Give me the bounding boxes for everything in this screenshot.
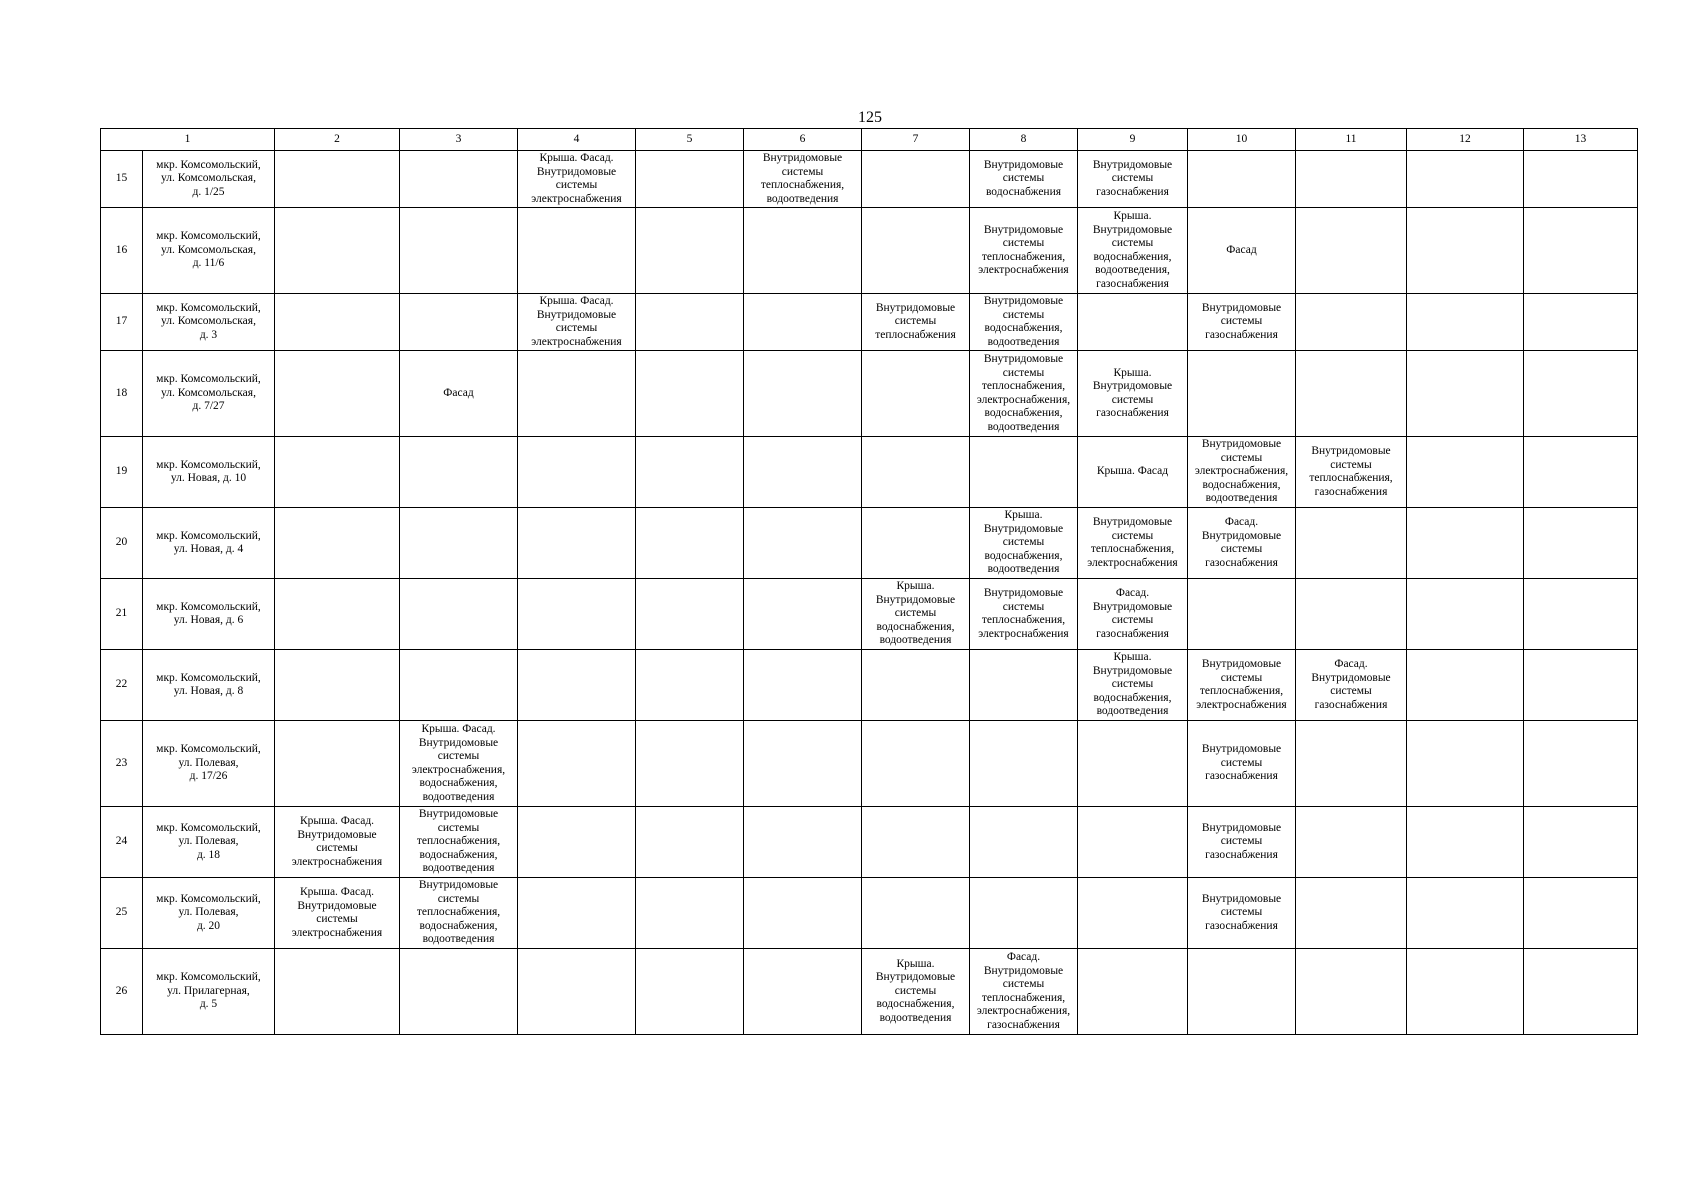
work-cell bbox=[744, 878, 862, 949]
row-number: 24 bbox=[101, 807, 143, 878]
work-cell bbox=[1296, 208, 1407, 294]
work-cell bbox=[1524, 351, 1638, 437]
work-cell bbox=[1524, 508, 1638, 579]
work-cell bbox=[862, 650, 970, 721]
work-cell bbox=[1078, 949, 1188, 1035]
table-row bbox=[101, 508, 1638, 579]
column-header: 2 bbox=[275, 129, 400, 151]
work-cell bbox=[1524, 579, 1638, 650]
work-cell bbox=[636, 721, 744, 807]
work-cell bbox=[1407, 949, 1524, 1035]
table-row bbox=[101, 151, 1638, 208]
work-cell bbox=[275, 721, 400, 807]
work-cell: Крыша. Внутридомовые системы водоснабжения, водоотведения bbox=[1078, 650, 1188, 721]
work-cell bbox=[1188, 579, 1296, 650]
work-cell: Внутридомовые системы водоснабжения bbox=[970, 151, 1078, 208]
work-cell bbox=[518, 437, 636, 508]
work-cell: Крыша. Внутридомовые системы водоснабжения, водоотведения bbox=[862, 579, 970, 650]
work-cell bbox=[1078, 294, 1188, 351]
address-cell: мкр. Комсомольский, ул. Комсомольская, д. 1/25 bbox=[143, 151, 275, 208]
work-cell bbox=[744, 437, 862, 508]
address-cell: мкр. Комсомольский, ул. Новая, д. 10 bbox=[143, 437, 275, 508]
column-number-row bbox=[101, 129, 1638, 151]
work-cell bbox=[1078, 721, 1188, 807]
work-cell bbox=[862, 721, 970, 807]
table-row bbox=[101, 351, 1638, 437]
work-cell bbox=[275, 151, 400, 208]
work-cell: Внутридомовые системы теплоснабжения, электроснабжения bbox=[970, 208, 1078, 294]
work-cell bbox=[636, 949, 744, 1035]
work-cell bbox=[518, 721, 636, 807]
work-cell bbox=[1078, 807, 1188, 878]
table-row bbox=[101, 579, 1638, 650]
column-header: 1 bbox=[101, 129, 275, 151]
work-cell bbox=[862, 807, 970, 878]
address-cell: мкр. Комсомольский, ул. Комсомольская, д. 7/27 bbox=[143, 351, 275, 437]
table-row bbox=[101, 650, 1638, 721]
row-number: 19 bbox=[101, 437, 143, 508]
work-cell: Внутридомовые системы электроснабжения, водоснабжения, водоотведения bbox=[1188, 437, 1296, 508]
work-cell bbox=[1524, 721, 1638, 807]
work-cell: Крыша. Фасад. Внутридомовые системы электроснабжения bbox=[518, 151, 636, 208]
work-cell bbox=[275, 294, 400, 351]
work-cell bbox=[970, 437, 1078, 508]
work-cell bbox=[1524, 151, 1638, 208]
work-cell bbox=[970, 807, 1078, 878]
work-cell: Крыша. Внутридомовые системы водоснабжения, водоотведения bbox=[862, 949, 970, 1035]
work-cell: Внутридомовые системы теплоснабжения, водоснабжения, водоотведения bbox=[400, 878, 518, 949]
column-header: 5 bbox=[636, 129, 744, 151]
table-row bbox=[101, 721, 1638, 807]
work-cell bbox=[1407, 878, 1524, 949]
row-number: 21 bbox=[101, 579, 143, 650]
work-cell bbox=[862, 878, 970, 949]
work-cell: Внутридомовые системы водоснабжения, водоотведения bbox=[970, 294, 1078, 351]
row-number: 23 bbox=[101, 721, 143, 807]
column-header: 10 bbox=[1188, 129, 1296, 151]
table-row bbox=[101, 294, 1638, 351]
work-cell: Внутридомовые системы газоснабжения bbox=[1188, 807, 1296, 878]
address-cell: мкр. Комсомольский, ул. Прилагерная, д. 5 bbox=[143, 949, 275, 1035]
work-cell bbox=[275, 208, 400, 294]
repair-schedule-table bbox=[100, 128, 1638, 1035]
work-cell: Крыша. Внутридомовые системы водоснабжения, водоотведения, газоснабжения bbox=[1078, 208, 1188, 294]
work-cell bbox=[1188, 949, 1296, 1035]
column-header: 4 bbox=[518, 129, 636, 151]
page-number: 125 bbox=[858, 109, 882, 126]
table-row bbox=[101, 437, 1638, 508]
work-cell bbox=[518, 807, 636, 878]
table-row bbox=[101, 208, 1638, 294]
work-cell bbox=[970, 878, 1078, 949]
work-cell bbox=[518, 579, 636, 650]
address-cell: мкр. Комсомольский, ул. Новая, д. 4 bbox=[143, 508, 275, 579]
column-header: 13 bbox=[1524, 129, 1638, 151]
work-cell bbox=[518, 650, 636, 721]
work-cell bbox=[1407, 579, 1524, 650]
work-cell bbox=[1524, 437, 1638, 508]
work-cell: Внутридомовые системы теплоснабжения, электроснабжения bbox=[1188, 650, 1296, 721]
work-cell bbox=[1407, 294, 1524, 351]
work-cell bbox=[400, 208, 518, 294]
work-cell: Внутридомовые системы теплоснабжения, водоснабжения, водоотведения bbox=[400, 807, 518, 878]
work-cell bbox=[1296, 579, 1407, 650]
work-cell bbox=[275, 351, 400, 437]
address-cell: мкр. Комсомольский, ул. Комсомольская, д. 11/6 bbox=[143, 208, 275, 294]
work-cell bbox=[1078, 878, 1188, 949]
work-cell bbox=[400, 949, 518, 1035]
work-cell: Внутридомовые системы теплоснабжения bbox=[862, 294, 970, 351]
work-cell bbox=[636, 579, 744, 650]
work-cell bbox=[1188, 351, 1296, 437]
work-cell bbox=[518, 208, 636, 294]
work-cell bbox=[275, 437, 400, 508]
work-cell: Внутридомовые системы теплоснабжения, электроснабжения bbox=[1078, 508, 1188, 579]
work-cell bbox=[1524, 949, 1638, 1035]
address-cell: мкр. Комсомольский, ул. Новая, д. 6 bbox=[143, 579, 275, 650]
row-number: 15 bbox=[101, 151, 143, 208]
column-header: 8 bbox=[970, 129, 1078, 151]
row-number: 18 bbox=[101, 351, 143, 437]
column-header: 9 bbox=[1078, 129, 1188, 151]
work-cell bbox=[1407, 807, 1524, 878]
column-header: 12 bbox=[1407, 129, 1524, 151]
work-cell bbox=[1296, 949, 1407, 1035]
work-cell bbox=[1296, 878, 1407, 949]
work-cell bbox=[275, 579, 400, 650]
work-cell bbox=[744, 208, 862, 294]
table-row bbox=[101, 878, 1638, 949]
work-cell bbox=[862, 351, 970, 437]
work-cell bbox=[1524, 650, 1638, 721]
work-cell: Крыша. Внутридомовые системы газоснабжения bbox=[1078, 351, 1188, 437]
column-header: 3 bbox=[400, 129, 518, 151]
work-cell bbox=[275, 650, 400, 721]
work-cell bbox=[1407, 351, 1524, 437]
work-cell bbox=[400, 294, 518, 351]
work-cell: Фасад. Внутридомовые системы газоснабжения bbox=[1188, 508, 1296, 579]
work-cell bbox=[1296, 508, 1407, 579]
work-cell bbox=[970, 721, 1078, 807]
row-number: 20 bbox=[101, 508, 143, 579]
work-cell bbox=[1296, 294, 1407, 351]
work-cell bbox=[744, 508, 862, 579]
work-cell bbox=[400, 579, 518, 650]
work-cell bbox=[1524, 807, 1638, 878]
work-cell bbox=[1296, 721, 1407, 807]
work-cell: Крыша. Фасад. Внутридомовые системы электроснабжения bbox=[275, 878, 400, 949]
work-cell: Внутридомовые системы газоснабжения bbox=[1188, 878, 1296, 949]
work-cell bbox=[518, 878, 636, 949]
work-cell bbox=[1296, 351, 1407, 437]
column-header: 7 bbox=[862, 129, 970, 151]
work-cell bbox=[518, 351, 636, 437]
work-cell: Внутридомовые системы теплоснабжения, газоснабжения bbox=[1296, 437, 1407, 508]
work-cell: Фасад. Внутридомовые системы газоснабжения bbox=[1078, 579, 1188, 650]
work-cell: Внутридомовые системы газоснабжения bbox=[1078, 151, 1188, 208]
column-header: 6 bbox=[744, 129, 862, 151]
work-cell bbox=[862, 151, 970, 208]
work-cell: Фасад bbox=[1188, 208, 1296, 294]
work-cell bbox=[862, 508, 970, 579]
work-cell bbox=[744, 351, 862, 437]
work-cell: Крыша. Фасад. Внутридомовые системы электроснабжения, водоснабжения, водоотведения bbox=[400, 721, 518, 807]
address-cell: мкр. Комсомольский, ул. Новая, д. 8 bbox=[143, 650, 275, 721]
work-cell bbox=[636, 807, 744, 878]
row-number: 26 bbox=[101, 949, 143, 1035]
work-cell: Фасад bbox=[400, 351, 518, 437]
work-cell bbox=[744, 650, 862, 721]
work-cell: Внутридомовые системы газоснабжения bbox=[1188, 294, 1296, 351]
work-cell bbox=[636, 351, 744, 437]
address-cell: мкр. Комсомольский, ул. Полевая, д. 17/26 bbox=[143, 721, 275, 807]
work-cell bbox=[275, 508, 400, 579]
work-cell bbox=[1407, 437, 1524, 508]
work-cell: Внутридомовые системы теплоснабжения, водоотведения bbox=[744, 151, 862, 208]
work-cell bbox=[636, 508, 744, 579]
work-cell bbox=[275, 949, 400, 1035]
work-cell: Крыша. Фасад. Внутридомовые системы электроснабжения bbox=[275, 807, 400, 878]
work-cell: Внутридомовые системы газоснабжения bbox=[1188, 721, 1296, 807]
row-number: 22 bbox=[101, 650, 143, 721]
work-cell bbox=[1407, 721, 1524, 807]
work-cell bbox=[636, 650, 744, 721]
work-cell bbox=[1407, 508, 1524, 579]
work-cell bbox=[1524, 208, 1638, 294]
work-cell bbox=[1524, 294, 1638, 351]
work-cell bbox=[400, 151, 518, 208]
address-cell: мкр. Комсомольский, ул. Полевая, д. 20 bbox=[143, 878, 275, 949]
work-cell bbox=[636, 208, 744, 294]
work-cell bbox=[862, 437, 970, 508]
work-cell bbox=[636, 878, 744, 949]
work-cell: Крыша. Фасад bbox=[1078, 437, 1188, 508]
work-cell bbox=[744, 807, 862, 878]
row-number: 16 bbox=[101, 208, 143, 294]
work-cell bbox=[1296, 151, 1407, 208]
work-cell: Фасад. Внутридомовые системы теплоснабжения, электроснабжения, газоснабжения bbox=[970, 949, 1078, 1035]
work-cell bbox=[518, 949, 636, 1035]
work-cell bbox=[1296, 807, 1407, 878]
work-cell: Крыша. Фасад. Внутридомовые системы электроснабжения bbox=[518, 294, 636, 351]
work-cell bbox=[970, 650, 1078, 721]
work-cell bbox=[1407, 208, 1524, 294]
work-cell bbox=[1407, 650, 1524, 721]
work-cell bbox=[744, 721, 862, 807]
work-cell bbox=[744, 579, 862, 650]
work-cell bbox=[1407, 151, 1524, 208]
table-row bbox=[101, 807, 1638, 878]
work-cell: Внутридомовые системы теплоснабжения, электроснабжения bbox=[970, 579, 1078, 650]
row-number: 25 bbox=[101, 878, 143, 949]
table-row bbox=[101, 949, 1638, 1035]
work-cell bbox=[400, 650, 518, 721]
column-header: 11 bbox=[1296, 129, 1407, 151]
work-cell bbox=[636, 294, 744, 351]
work-cell bbox=[400, 508, 518, 579]
work-cell bbox=[400, 437, 518, 508]
work-cell bbox=[1524, 878, 1638, 949]
work-cell bbox=[1188, 151, 1296, 208]
work-cell: Крыша. Внутридомовые системы водоснабжения, водоотведения bbox=[970, 508, 1078, 579]
work-cell bbox=[518, 508, 636, 579]
work-cell bbox=[636, 437, 744, 508]
work-cell bbox=[744, 949, 862, 1035]
address-cell: мкр. Комсомольский, ул. Комсомольская, д. 3 bbox=[143, 294, 275, 351]
work-cell: Внутридомовые системы теплоснабжения, электроснабжения, водоснабжения, водоотведения bbox=[970, 351, 1078, 437]
address-cell: мкр. Комсомольский, ул. Полевая, д. 18 bbox=[143, 807, 275, 878]
work-cell bbox=[744, 294, 862, 351]
work-cell: Фасад. Внутридомовые системы газоснабжения bbox=[1296, 650, 1407, 721]
work-cell bbox=[636, 151, 744, 208]
row-number: 17 bbox=[101, 294, 143, 351]
work-cell bbox=[862, 208, 970, 294]
